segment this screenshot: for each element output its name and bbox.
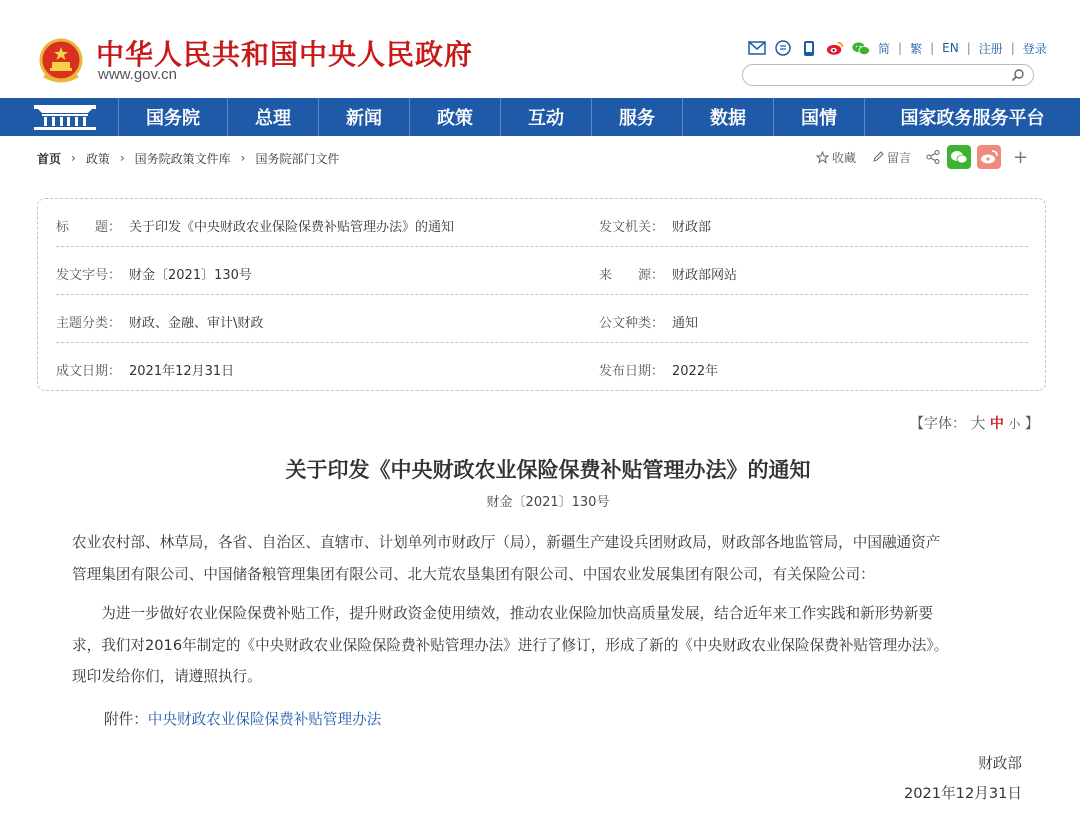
info-row: [56, 247, 1028, 295]
register-link[interactable]: 注册: [978, 41, 1003, 56]
share-weibo-button[interactable]: [977, 145, 1001, 169]
breadcrumb-policy-library[interactable]: 国务院政策文件库: [134, 151, 231, 166]
info-published-value: 2022年: [672, 364, 719, 379]
info-docno: [56, 264, 252, 283]
login-link[interactable]: 登录: [1022, 41, 1047, 56]
article-recipients: [72, 527, 1032, 590]
wechat-icon[interactable]: [852, 39, 870, 57]
star-icon: [816, 151, 829, 164]
breadcrumb-arrow-icon: ›: [71, 151, 76, 165]
font-size-switch: [910, 412, 1039, 433]
info-row: [56, 199, 1028, 247]
search-box: [742, 64, 1034, 86]
breadcrumb: [37, 149, 340, 167]
info-source-label: 来 源：: [599, 268, 665, 283]
attachment-link[interactable]: 中央财政农业保险保费补贴管理办法: [147, 711, 382, 728]
separator: |: [930, 41, 935, 55]
more-share-icon[interactable]: +: [1013, 146, 1029, 168]
font-size-small-button[interactable]: 小: [1008, 417, 1021, 431]
lang-traditional-link[interactable]: 繁: [910, 41, 923, 56]
comment-button[interactable]: [872, 149, 911, 166]
info-issuer-value: 财政部: [672, 220, 712, 235]
info-published-label: 发布日期：: [599, 364, 665, 379]
home-building-icon[interactable]: [30, 102, 100, 132]
share-button[interactable]: [925, 149, 941, 165]
share-wechat-button[interactable]: [947, 145, 971, 169]
share-icon: [925, 149, 941, 165]
site-header: [0, 0, 1080, 98]
info-source: [599, 264, 737, 283]
article-signer: 财政部: [978, 755, 1022, 772]
top-toolbar: [748, 38, 1047, 58]
nav-item-national-info[interactable]: 国情: [773, 98, 864, 136]
info-topic-value: 财政、金融、审计\财政: [129, 316, 264, 331]
article-sign-date: 2021年12月31日: [903, 785, 1022, 802]
document-info-box: [37, 198, 1046, 391]
info-topic: [56, 312, 263, 331]
nav-item-policy[interactable]: 政策: [409, 98, 500, 136]
info-published: [599, 360, 718, 379]
article-body: [72, 598, 1032, 693]
nav-item-interaction[interactable]: 互动: [500, 98, 591, 136]
share-toolbar: [816, 144, 1028, 170]
lang-simplified-link[interactable]: 简: [878, 41, 891, 56]
nav-item-data[interactable]: 数据: [682, 98, 773, 136]
info-row: [56, 343, 1028, 391]
mobile-icon[interactable]: [800, 39, 818, 57]
article-doc-number: 财金〔2021〕130号: [486, 495, 610, 510]
font-size-medium-button[interactable]: 中: [989, 416, 1004, 432]
separator: |: [1010, 41, 1015, 55]
breadcrumb-policy[interactable]: 政策: [85, 151, 110, 166]
comment-label: 留言: [887, 150, 912, 165]
font-size-large-button[interactable]: 大: [970, 414, 986, 432]
info-created-value: 2021年12月31日: [129, 364, 235, 379]
breadcrumb-home[interactable]: 首页: [37, 151, 62, 166]
site-url: www.gov.cn: [98, 66, 177, 83]
breadcrumb-arrow-icon: ›: [240, 151, 246, 165]
info-title-value: 关于印发《中央财政农业保险保费补贴管理办法》的通知: [129, 220, 455, 235]
info-row: [56, 295, 1028, 343]
favorite-button[interactable]: [816, 149, 856, 166]
separator: |: [898, 41, 903, 55]
breadcrumb-department-files[interactable]: 国务院部门文件: [255, 151, 340, 166]
pencil-icon: [872, 151, 884, 163]
nav-item-premier[interactable]: 总理: [227, 98, 318, 136]
info-created-label: 成文日期：: [56, 364, 122, 379]
article-line: 求，我们对2016年制定的《中央财政农业保险保险费补贴管理办法》进行了修订，形成了新的《中央财政农业保险保费补贴管理办法》。: [72, 636, 949, 654]
article-line: 现印发给你们，请遵照执行。: [72, 668, 262, 685]
info-issuer: [599, 216, 711, 235]
article-line: 为进一步做好农业保险保费补贴工作，提升财政资金使用绩效，推动农业保险加快高质量发展，结合近年来工作实践和新形势新要: [72, 605, 934, 622]
info-docno-label: 发文字号：: [56, 268, 122, 283]
article-line: 农业农村部、林草局，各省、自治区、直辖市、计划单列市财政厅（局），新疆生产建设兵团财政局，财政部各地监管局，中国融通资产: [72, 534, 941, 551]
article-title: 关于印发《中央财政农业保险保费补贴管理办法》的通知: [285, 457, 811, 482]
wechat-icon: [950, 150, 968, 164]
message-icon[interactable]: [774, 39, 792, 57]
search-icon[interactable]: [1011, 68, 1025, 82]
info-created: [56, 360, 234, 379]
info-topic-label: 主题分类：: [56, 316, 122, 331]
article-line: 管理集团有限公司、中国储备粮管理集团有限公司、北大荒农垦集团有限公司、中国农业发展集团有限公司，有关保险公司：: [72, 565, 875, 583]
nav-item-state-council[interactable]: 国务院: [118, 98, 227, 136]
info-title-label: 标 题：: [56, 220, 122, 235]
weibo-icon[interactable]: [826, 39, 844, 57]
info-docno-value: 财金〔2021〕130号: [129, 268, 252, 283]
info-type-value: 通知: [672, 316, 699, 331]
separator: |: [966, 41, 971, 55]
article-attachment: [104, 708, 381, 729]
search-input[interactable]: [753, 67, 1003, 83]
mail-icon[interactable]: [748, 39, 766, 57]
font-switch-suffix: 】: [1024, 416, 1039, 432]
font-switch-prefix: 【字体：: [910, 416, 966, 432]
info-type: [599, 312, 698, 331]
main-nav: [0, 98, 1080, 136]
national-emblem-icon[interactable]: [38, 38, 84, 84]
info-issuer-label: 发文机关：: [599, 220, 665, 235]
nav-item-services[interactable]: 服务: [591, 98, 682, 136]
breadcrumb-arrow-icon: ›: [119, 151, 125, 165]
favorite-label: 收藏: [832, 150, 857, 165]
lang-en-link[interactable]: EN: [942, 41, 959, 55]
nav-item-news[interactable]: 新闻: [318, 98, 409, 136]
attachment-label: 附件：: [104, 711, 148, 728]
weibo-icon: [980, 150, 998, 164]
info-source-value: 财政部网站: [672, 268, 738, 283]
info-title: [56, 216, 454, 235]
nav-items: [118, 98, 1080, 136]
site-title[interactable]: 中华人民共和国中央人民政府: [96, 38, 474, 71]
info-type-label: 公文种类：: [599, 316, 665, 331]
nav-item-gov-service-platform[interactable]: 国家政务服务平台: [864, 98, 1080, 136]
